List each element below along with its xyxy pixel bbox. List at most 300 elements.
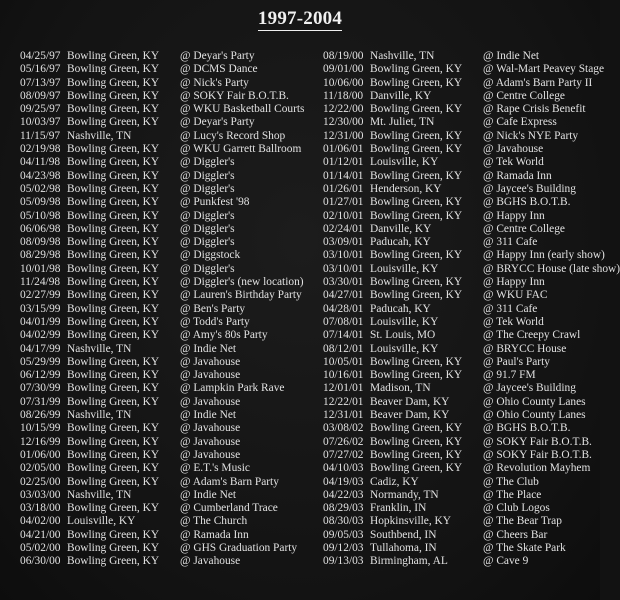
show-date: 12/16/99 [20, 435, 61, 448]
show-date: 04/25/97 [20, 50, 61, 62]
show-venue: @ Deyar's Party [180, 50, 255, 62]
show-date: 07/27/02 [323, 448, 364, 461]
show-row [323, 103, 598, 116]
show-city: Bowling Green, KY [67, 369, 160, 382]
show-city: Bowling Green, KY [67, 502, 160, 515]
show-city: St. Louis, MO [370, 329, 436, 342]
show-venue: @ Ramada Inn [483, 169, 552, 182]
show-venue: @ The Club [483, 475, 539, 488]
show-venue: @ GHS Graduation Party [180, 541, 298, 554]
show-city: Bowling Green, KY [67, 143, 160, 156]
show-city: Louisville, KY [370, 156, 439, 169]
show-city: Bowling Green, KY [67, 156, 160, 169]
show-row [20, 462, 310, 475]
show-city: Bowling Green, KY [67, 249, 160, 262]
show-venue: @ Diggler's (new location) [180, 276, 304, 289]
show-row [323, 116, 598, 129]
show-venue: @ Happy Inn [483, 276, 545, 289]
show-date: 01/06/01 [323, 143, 364, 156]
show-city: Henderson, KY [370, 182, 442, 195]
show-city: Louisville, KY [370, 262, 439, 275]
show-date: 03/18/00 [20, 502, 61, 515]
show-venue: @ Diggler's [180, 182, 235, 195]
show-venue: @ Lauren's Birthday Party [180, 289, 302, 302]
show-venue: @ Javahouse [180, 395, 241, 408]
show-city: Nashville, TN [67, 488, 132, 501]
show-row [20, 502, 310, 515]
show-date: 12/31/01 [323, 409, 364, 422]
show-venue: @ The Place [483, 488, 542, 501]
show-row [323, 77, 598, 90]
show-row [20, 289, 310, 302]
show-city: Bowling Green, KY [67, 528, 160, 541]
show-city: Bowling Green, KY [67, 63, 160, 76]
show-city: Bowling Green, KY [370, 369, 463, 382]
show-city: Beaver Dam, KY [370, 395, 450, 408]
show-row [20, 369, 310, 382]
show-row [20, 316, 310, 329]
show-city: Hopkinsville, KY [370, 515, 451, 528]
show-venue: @ Cafe Express [483, 116, 557, 129]
show-venue: @ Javahouse [180, 422, 241, 435]
show-row [20, 50, 310, 63]
show-date: 03/08/02 [323, 422, 364, 435]
show-city: Bowling Green, KY [370, 289, 463, 302]
show-row [20, 343, 310, 356]
show-city: Bowling Green, KY [67, 541, 160, 554]
show-date: 06/30/00 [20, 555, 61, 568]
show-row [323, 329, 598, 342]
show-venue: @ BRYCC House [483, 342, 567, 355]
show-row [323, 63, 605, 76]
show-venue: @ Rape Crisis Benefit [483, 103, 586, 116]
show-date: 08/29/98 [20, 249, 61, 262]
show-venue: @ Diggler's [180, 169, 235, 182]
show-row [20, 210, 310, 223]
show-list-left [20, 50, 310, 569]
show-date: 01/27/01 [323, 196, 364, 209]
show-date: 04/21/00 [20, 528, 61, 541]
show-row [323, 223, 598, 236]
show-row [323, 529, 598, 542]
show-date: 10/16/01 [323, 369, 364, 382]
show-city: Bowling Green, KY [370, 249, 463, 262]
show-city: Bowling Green, KY [370, 63, 463, 76]
show-city: Bowling Green, KY [370, 276, 463, 289]
show-venue: @ Javahouse [180, 369, 241, 382]
show-row [323, 436, 598, 449]
show-venue: @ Diggler's [180, 262, 235, 275]
show-row [323, 276, 598, 289]
show-city: Danville, KY [370, 222, 432, 235]
show-date: 08/09/98 [20, 236, 61, 249]
show-date: 04/01/99 [20, 315, 61, 328]
show-venue: @ Nick's Party [180, 76, 249, 89]
show-date: 05/02/98 [20, 182, 61, 195]
show-venue: @ The Bear Trap [483, 515, 562, 528]
show-venue: @ Jaycee's Building [483, 182, 576, 195]
show-row [323, 462, 598, 475]
show-row [20, 382, 310, 395]
show-city: Bowling Green, KY [67, 276, 160, 289]
show-row [20, 555, 310, 568]
show-venue: @ Javahouse [180, 355, 241, 368]
show-city: Bowling Green, KY [67, 422, 160, 435]
show-venue: @ Deyar's Party [180, 116, 255, 129]
show-date: 06/12/99 [20, 369, 61, 382]
show-row [20, 196, 310, 209]
show-date: 02/27/99 [20, 289, 61, 302]
show-city: Bowling Green, KY [67, 302, 160, 315]
show-row [20, 77, 310, 90]
show-venue: @ Indie Net [483, 50, 540, 62]
show-row [20, 529, 310, 542]
show-city: Bowling Green, KY [67, 89, 160, 102]
show-date: 01/26/01 [323, 182, 364, 195]
show-venue: @ Diggler's [180, 222, 235, 235]
show-date: 01/14/01 [323, 169, 364, 182]
show-city: Nashville, TN [67, 409, 132, 422]
show-city: Bowling Green, KY [370, 196, 463, 209]
show-city: Bowling Green, KY [370, 462, 463, 475]
show-row [20, 223, 310, 236]
show-city: Mt. Juliet, TN [370, 116, 435, 129]
show-city: Louisville, KY [67, 515, 136, 528]
show-city: Beaver Dam, KY [370, 409, 450, 422]
show-city: Cadiz, KY [370, 475, 419, 488]
show-venue: @ Punkfest '98 [180, 196, 250, 209]
show-city: Bowling Green, KY [370, 355, 463, 368]
show-row [20, 489, 310, 502]
show-city: Bowling Green, KY [67, 329, 160, 342]
show-date: 12/22/01 [323, 395, 364, 408]
show-date: 05/02/00 [20, 541, 61, 554]
show-date: 02/10/01 [323, 209, 364, 222]
show-city: Bowling Green, KY [370, 103, 463, 116]
show-date: 09/05/03 [323, 528, 364, 541]
show-venue: @ Cumberland Trace [180, 502, 278, 515]
show-city: Bowling Green, KY [67, 448, 160, 461]
show-city: Bowling Green, KY [67, 50, 160, 62]
show-row [323, 143, 598, 156]
show-row [20, 103, 310, 116]
show-date: 08/19/00 [323, 50, 364, 62]
show-city: Franklin, IN [370, 502, 427, 515]
show-date: 10/01/98 [20, 262, 61, 275]
show-venue: @ Amy's 80s Party [180, 329, 268, 342]
show-venue: @ SOKY Fair B.O.T.B. [483, 435, 592, 448]
show-city: Nashville, TN [370, 50, 435, 62]
show-date: 10/06/00 [323, 76, 364, 89]
show-city: Bowling Green, KY [67, 103, 160, 116]
show-venue: @ BGHS B.O.T.B. [483, 422, 571, 435]
show-date: 12/31/00 [323, 129, 364, 142]
show-city: Bowling Green, KY [370, 422, 463, 435]
show-date: 05/29/99 [20, 355, 61, 368]
show-venue: @ Happy Inn [483, 209, 545, 222]
show-row [20, 396, 310, 409]
show-date: 10/15/99 [20, 422, 61, 435]
show-city: Bowling Green, KY [67, 475, 160, 488]
show-date: 04/02/99 [20, 329, 61, 342]
show-date: 09/13/03 [323, 555, 364, 568]
show-city: Bowling Green, KY [370, 169, 463, 182]
show-date: 03/03/00 [20, 488, 61, 501]
show-venue: @ The Creepy Crawl [483, 329, 581, 342]
show-date: 03/30/01 [323, 276, 364, 289]
show-city: Louisville, KY [370, 342, 439, 355]
show-row [323, 303, 598, 316]
show-venue: @ Javahouse [180, 448, 241, 461]
show-venue: @ SOKY Fair B.O.T.B. [180, 89, 289, 102]
show-date: 10/05/01 [323, 355, 364, 368]
show-venue: @ Diggler's [180, 156, 235, 169]
show-date: 11/15/97 [20, 129, 61, 142]
show-city: Bowling Green, KY [67, 355, 160, 368]
show-venue: @ Tek World [483, 156, 544, 169]
show-date: 04/19/03 [323, 475, 364, 488]
show-venue: @ Diggler's [180, 209, 235, 222]
show-venue: @ Nick's NYE Party [483, 129, 579, 142]
page-title-text: 1997-2004 [257, 8, 343, 29]
show-city: Tullahoma, IN [370, 541, 437, 554]
show-date: 08/30/03 [323, 515, 364, 528]
show-date: 01/12/01 [323, 156, 364, 169]
show-row [323, 542, 598, 555]
show-row [20, 422, 310, 435]
show-date: 04/17/99 [20, 342, 61, 355]
show-date: 03/10/01 [323, 262, 364, 275]
show-date: 05/10/98 [20, 209, 61, 222]
show-venue: @ Indie Net [180, 409, 237, 422]
show-date: 02/25/00 [20, 475, 61, 488]
show-date: 12/22/00 [323, 103, 364, 116]
show-date: 08/26/99 [20, 409, 61, 422]
show-venue: @ Diggstock [180, 249, 241, 262]
show-city: Bowling Green, KY [67, 169, 160, 182]
show-row [323, 409, 598, 422]
show-row [323, 515, 598, 528]
show-date: 06/06/98 [20, 222, 61, 235]
show-venue: @ Ohio County Lanes [483, 395, 586, 408]
show-venue: @ Ramada Inn [180, 528, 249, 541]
show-date: 03/09/01 [323, 236, 364, 249]
show-venue: @ BGHS B.O.T.B. [483, 196, 571, 209]
show-venue: @ Ben's Party [180, 302, 246, 315]
show-date: 04/27/01 [323, 289, 364, 302]
show-row [20, 303, 310, 316]
show-city: Bowling Green, KY [67, 76, 160, 89]
show-venue: @ WKU Garrett Ballroom [180, 143, 302, 156]
show-date: 03/10/01 [323, 249, 364, 262]
show-city: Bowling Green, KY [67, 315, 160, 328]
show-venue: @ Cheers Bar [483, 528, 548, 541]
show-date: 04/10/03 [323, 462, 364, 475]
show-city: Bowling Green, KY [67, 236, 160, 249]
show-city: Bowling Green, KY [67, 395, 160, 408]
show-venue: @ Javahouse [180, 555, 241, 568]
show-row [20, 170, 310, 183]
show-venue: @ WKU FAC [483, 289, 548, 302]
page-title [0, 8, 600, 30]
show-row [323, 183, 598, 196]
show-city: Madison, TN [370, 382, 431, 395]
show-city: Bowling Green, KY [370, 129, 463, 142]
show-city: Bowling Green, KY [370, 76, 463, 89]
show-venue: @ Revolution Mayhem [483, 462, 591, 475]
show-row [323, 262, 620, 276]
show-date: 07/14/01 [323, 329, 364, 342]
show-row [323, 555, 598, 568]
show-date: 02/19/98 [20, 143, 61, 156]
show-city: Bowling Green, KY [67, 462, 160, 475]
show-row [20, 249, 310, 262]
show-city: Paducah, KY [370, 236, 431, 249]
show-venue: @ The Skate Park [483, 541, 566, 554]
show-row [20, 143, 310, 156]
show-row [323, 449, 598, 462]
show-city: Bowling Green, KY [67, 196, 160, 209]
show-venue: @ Indie Net [180, 342, 237, 355]
show-date: 02/24/01 [323, 222, 364, 235]
show-venue: @ Club Logos [483, 502, 550, 515]
show-city: Bowling Green, KY [67, 262, 160, 275]
show-city: Southbend, IN [370, 528, 437, 541]
show-date: 10/03/97 [20, 116, 61, 129]
show-city: Bowling Green, KY [67, 382, 160, 395]
show-city: Bowling Green, KY [370, 143, 463, 156]
show-city: Birmingham, AL [370, 555, 448, 568]
show-venue: @ E.T.'s Music [180, 462, 250, 475]
show-date: 11/18/00 [323, 89, 364, 102]
show-row [20, 515, 310, 528]
show-venue: @ Centre College [483, 222, 565, 235]
show-row [323, 156, 598, 169]
show-row [323, 50, 598, 63]
show-venue: @ Happy Inn (early show) [483, 249, 605, 262]
show-date: 08/29/03 [323, 502, 364, 515]
show-row [20, 436, 310, 449]
show-row [20, 329, 310, 342]
show-date: 09/25/97 [20, 103, 61, 116]
show-venue: @ SOKY Fair B.O.T.B. [483, 448, 592, 461]
show-date: 04/23/98 [20, 169, 61, 182]
show-date: 04/02/00 [20, 515, 61, 528]
show-date: 07/13/97 [20, 76, 61, 89]
show-date: 04/22/03 [323, 488, 364, 501]
show-venue: @ Ohio County Lanes [483, 409, 586, 422]
show-row [323, 476, 598, 489]
show-date: 07/26/02 [323, 435, 364, 448]
show-city: Bowling Green, KY [67, 209, 160, 222]
show-date: 07/08/01 [323, 315, 364, 328]
show-venue: @ Todd's Party [180, 315, 250, 328]
show-date: 09/01/00 [323, 63, 364, 76]
show-row [323, 130, 598, 143]
show-date: 04/28/01 [323, 302, 364, 315]
show-list-right [323, 50, 620, 569]
show-date: 07/30/99 [20, 382, 61, 395]
show-city: Nashville, TN [67, 342, 132, 355]
show-city: Louisville, KY [370, 315, 439, 328]
show-date: 11/24/98 [20, 276, 61, 289]
show-venue: @ Javahouse [483, 143, 544, 156]
show-row [323, 210, 598, 223]
show-row [323, 396, 598, 409]
show-row [323, 196, 598, 209]
show-date: 07/31/99 [20, 395, 61, 408]
show-venue: @ BRYCC House (late show) [483, 262, 620, 275]
show-venue: @ Javahouse [180, 435, 241, 448]
show-city: Paducah, KY [370, 302, 431, 315]
show-date: 08/09/97 [20, 89, 61, 102]
show-city: Bowling Green, KY [370, 209, 463, 222]
show-city: Danville, KY [370, 89, 432, 102]
show-row [323, 369, 598, 382]
show-venue: @ DCMS Dance [180, 63, 258, 76]
show-city: Bowling Green, KY [67, 116, 160, 129]
show-row [20, 356, 310, 369]
show-city: Nashville, TN [67, 129, 132, 142]
show-row [20, 116, 310, 129]
show-venue: @ Cave 9 [483, 555, 529, 568]
show-row [323, 356, 598, 369]
show-venue: @ Paul's Party [483, 355, 550, 368]
show-row [20, 409, 310, 422]
show-city: Bowling Green, KY [67, 222, 160, 235]
show-row [20, 63, 310, 76]
show-row [20, 449, 310, 462]
show-row [323, 422, 598, 435]
show-row [20, 183, 310, 196]
show-date: 02/05/00 [20, 462, 61, 475]
show-venue: @ Centre College [483, 89, 565, 102]
show-date: 04/11/98 [20, 156, 61, 169]
show-row [20, 542, 310, 555]
show-venue: @ 311 Cafe [483, 236, 538, 249]
show-date: 09/12/03 [323, 541, 364, 554]
show-venue: @ Indie Net [180, 488, 237, 501]
show-venue: @ Lampkin Park Rave [180, 382, 285, 395]
show-row [323, 90, 598, 103]
show-row [323, 489, 598, 502]
show-row [20, 130, 310, 143]
show-city: Bowling Green, KY [67, 555, 160, 568]
show-venue: @ Wal-Mart Peavey Stage [483, 63, 605, 76]
show-date: 05/16/97 [20, 63, 61, 76]
show-venue: @ Tek World [483, 315, 544, 328]
show-row [323, 249, 605, 262]
show-row [20, 90, 310, 103]
show-date: 05/09/98 [20, 196, 61, 209]
show-venue: @ 311 Cafe [483, 302, 538, 315]
show-date: 08/12/01 [323, 342, 364, 355]
show-date: 12/01/01 [323, 382, 364, 395]
show-row [323, 236, 598, 249]
show-date: 03/15/99 [20, 302, 61, 315]
show-venue: @ Adam's Barn Party II [483, 76, 593, 89]
show-venue: @ 91.7 FM [483, 369, 536, 382]
show-venue: @ Adam's Barn Party [180, 475, 279, 488]
show-row [20, 263, 310, 276]
show-venue: @ Jaycee's Building [483, 382, 576, 395]
show-row [20, 156, 310, 169]
show-row [323, 289, 598, 302]
show-venue: @ The Church [180, 515, 248, 528]
show-city: Bowling Green, KY [370, 435, 463, 448]
show-city: Bowling Green, KY [370, 448, 463, 461]
show-city: Bowling Green, KY [67, 289, 160, 302]
